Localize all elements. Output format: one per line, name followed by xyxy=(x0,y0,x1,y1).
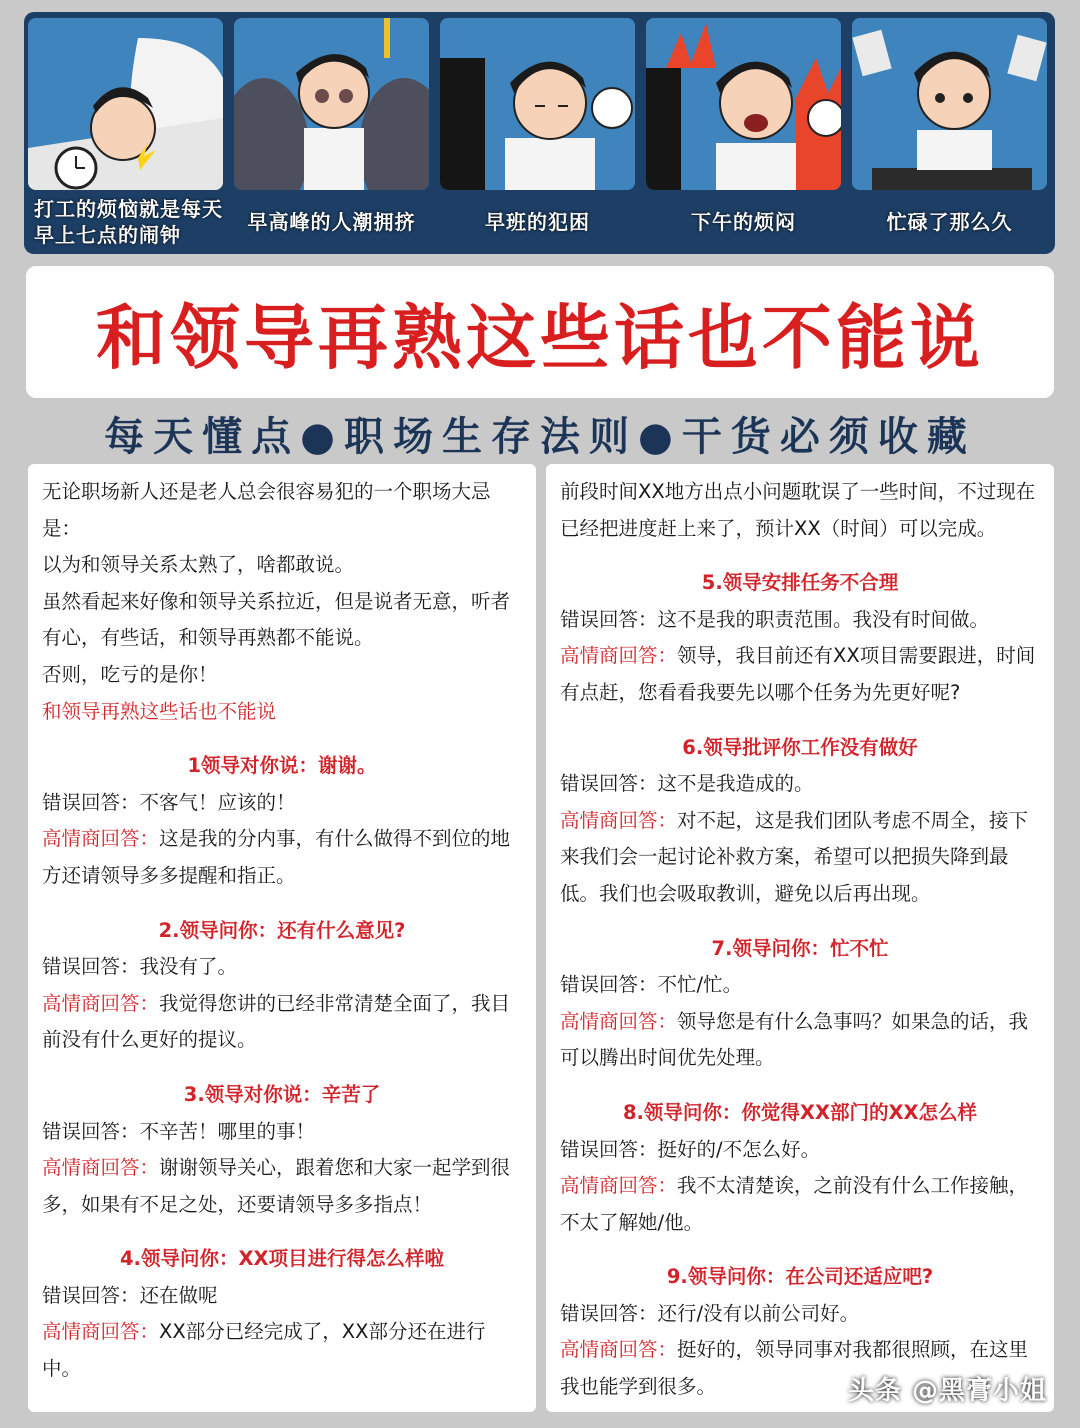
intro-paragraph-1: 无论职场新人还是老人总会很容易犯的一个职场大忌是： xyxy=(42,480,491,540)
section-9-heading: 9.领导问你：在公司还适应吧? xyxy=(666,1265,934,1289)
good-answer-label: 高情商回答： xyxy=(560,1174,678,1198)
section-4-continued: 前段时间XX地方出点小问题耽误了一些时间，不过现在已经把进度赶上来了，预计XX（时间）可以完成。 xyxy=(560,480,1036,540)
section-4-wrong-answer: 错误回答：还在做呢 xyxy=(42,1283,218,1307)
section-4-heading: 4.领导问你：XX项目进行得怎么样啦 xyxy=(119,1247,445,1271)
good-answer-text: 领导，我目前还有XX项目需要跟进，时间有点赶，您看看我要先以哪个任务为先更好呢? xyxy=(560,644,1036,704)
good-answer-text: 这是我的分内事，有什么做得不到位的地方还请领导多多提醒和指正。 xyxy=(42,827,511,887)
comic-panel-4 xyxy=(646,18,841,250)
angry-afternoon-illustration xyxy=(646,18,841,190)
section-5-good-answer xyxy=(560,638,1040,711)
good-answer-label: 高情商回答： xyxy=(42,1320,160,1344)
section-5-heading: 5.领导安排任务不合理 xyxy=(701,571,899,595)
section-3-good-answer xyxy=(42,1150,522,1223)
comic-caption-5: 忙碌了那么久 xyxy=(886,210,1013,234)
good-answer-text: 我觉得您讲的已经非常清楚全面了，我目前没有什么更好的提议。 xyxy=(42,991,511,1052)
section-1-wrong-answer: 错误回答：不客气！应该的！ xyxy=(42,790,296,814)
section-6-wrong-answer: 错误回答：这不是我造成的。 xyxy=(560,772,814,796)
section-9-wrong-answer: 错误回答：还行/没有以前公司好。 xyxy=(560,1301,860,1325)
section-2-wrong-answer: 错误回答：我没有了。 xyxy=(42,955,238,979)
good-answer-text: 谢谢领导关心，跟着您和大家一起学到很多，如果有不足之处，还要请领导多多指点！ xyxy=(42,1156,511,1216)
intro-highlight: 和领导再熟这些话也不能说 xyxy=(42,699,277,723)
left-column xyxy=(28,464,536,1412)
section-7-heading: 7.领导问你：忙不忙 xyxy=(711,936,889,960)
good-answer-label: 高情商回答： xyxy=(560,1009,678,1033)
section-7-wrong-answer: 错误回答：不忙/忙。 xyxy=(560,973,743,997)
section-3-heading: 3.领导对你说：辛苦了 xyxy=(183,1082,381,1106)
section-6-good-answer xyxy=(560,803,1040,913)
section-2-heading: 2.领导问你：还有什么意见? xyxy=(158,918,406,942)
intro-paragraph-3: 虽然看起来好像和领导关系拉近，但是说者无意，听者有心，有些话，和领导再熟都不能说。 xyxy=(42,589,511,650)
section-6-heading: 6.领导批评你工作没有做好 xyxy=(682,735,918,759)
comic-panel-1 xyxy=(28,18,223,250)
comic-panel-2 xyxy=(234,18,429,250)
intro-paragraph-2: 以为和领导关系太熟了，啥都敢说。 xyxy=(42,553,355,577)
good-answer-text: 领导您是有什么急事吗？如果急的话，我可以腾出时间优先处理。 xyxy=(560,1009,1029,1070)
good-answer-text: 挺好的，领导同事对我都很照顾，在这里我也能学到很多。 xyxy=(560,1338,1029,1399)
watermark: 头条 @黑膏小姐 xyxy=(848,1376,1048,1406)
intro-paragraph-4: 否则，吃亏的是你！ xyxy=(42,662,218,686)
section-7-good-answer xyxy=(560,1004,1040,1077)
good-answer-label: 高情商回答： xyxy=(42,827,160,851)
comic-caption-3: 早班的犯困 xyxy=(485,210,590,234)
comic-panel-5 xyxy=(852,18,1047,250)
good-answer-label: 高情商回答： xyxy=(42,991,160,1015)
section-2-good-answer xyxy=(42,986,522,1059)
section-4-good-answer xyxy=(42,1314,522,1387)
good-answer-text: XX部分已经完成了，XX部分还在进行中。 xyxy=(42,1320,486,1381)
sleepy-office-illustration xyxy=(440,18,635,190)
page-title: 和领导再熟这些话也不能说 xyxy=(96,296,984,379)
good-answer-label: 高情商回答： xyxy=(560,644,678,668)
comic-strip xyxy=(24,12,1055,254)
alarm-clock-illustration xyxy=(28,18,223,190)
section-3-wrong-answer: 错误回答：不辛苦！哪里的事！ xyxy=(42,1119,316,1143)
section-8-good-answer xyxy=(560,1168,1040,1241)
title-banner xyxy=(26,266,1054,398)
comic-caption-4: 下午的烦闷 xyxy=(691,210,796,234)
page-subtitle: 每天懂点●职场生存法则●干货必须收藏 xyxy=(104,413,976,460)
comic-panel-3 xyxy=(440,18,635,250)
section-1-heading: 1领导对你说：谢谢。 xyxy=(187,754,377,778)
section-5-wrong-answer: 错误回答：这不是我的职责范围。我没有时间做。 xyxy=(560,607,990,631)
right-column xyxy=(546,464,1054,1412)
good-answer-text: 对不起，这是我们团队考虑不周全，接下来我们会一起讨论补救方案，希望可以把损失降到最低。我们也会吸取教训，避免以后再出现。 xyxy=(560,808,1029,905)
section-1-good-answer xyxy=(42,821,522,894)
busy-typing-illustration xyxy=(852,18,1047,190)
rush-hour-illustration xyxy=(234,18,429,190)
section-8-wrong-answer: 错误回答：挺好的/不怎么好。 xyxy=(560,1137,821,1161)
good-answer-text: 我不太清楚诶，之前没有什么工作接触，不太了解她/他。 xyxy=(560,1174,1029,1234)
section-8-heading: 8.领导问你：你觉得XX部门的XX怎么样 xyxy=(622,1100,978,1124)
comic-caption-2: 早高峰的人潮拥挤 xyxy=(247,210,416,234)
good-answer-label: 高情商回答： xyxy=(560,1338,678,1362)
good-answer-label: 高情商回答： xyxy=(560,808,678,832)
good-answer-label: 高情商回答： xyxy=(42,1156,160,1180)
comic-caption-1: 打工的烦恼就是每天早上七点的闹钟 xyxy=(34,197,223,247)
